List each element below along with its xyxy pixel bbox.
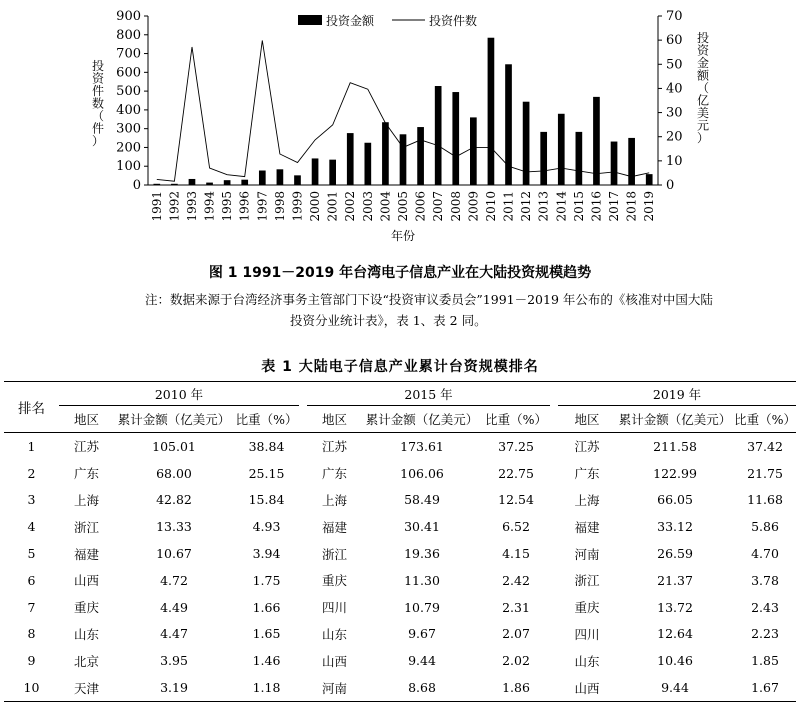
rank-cell: 5 <box>27 546 36 562</box>
table-header-row-years <box>4 382 796 406</box>
region-column-header: 地区 <box>73 412 99 427</box>
row-gap <box>550 647 558 674</box>
x-tick-label: 2016 <box>589 191 604 222</box>
share-cell: 1.67 <box>751 680 779 696</box>
table-row <box>4 433 796 460</box>
share-column-header: 比重（%） <box>235 412 298 427</box>
bar-mark <box>576 132 583 185</box>
amount-cell: 9.44 <box>661 680 689 696</box>
share-cell: 3.78 <box>751 572 779 588</box>
row-gap <box>550 513 558 540</box>
share-column-header: 比重（%） <box>485 412 547 427</box>
share-cell: 12.54 <box>498 492 534 508</box>
bar-mark <box>646 174 653 185</box>
share-cell: 1.65 <box>252 626 281 642</box>
region-cell: 四川 <box>574 626 600 642</box>
header-gap <box>550 382 558 406</box>
table-row <box>4 647 796 674</box>
left-tick-label: 800 <box>116 27 141 43</box>
row-gap <box>299 567 307 594</box>
share-cell: 4.15 <box>502 546 530 562</box>
x-tick-label: 2013 <box>536 191 551 222</box>
row-gap <box>550 594 558 621</box>
row-gap <box>550 567 558 594</box>
header-gap <box>550 406 558 433</box>
x-tick-label: 1999 <box>290 191 305 222</box>
amount-cell: 8.68 <box>408 680 436 696</box>
left-tick-label: 0 <box>132 178 141 193</box>
bar-mark <box>470 117 477 185</box>
x-tick-label: 1998 <box>272 191 287 222</box>
share-cell: 37.25 <box>498 438 534 454</box>
rank-cell: 3 <box>27 492 36 508</box>
bar-mark <box>628 138 635 185</box>
bar-mark <box>593 97 600 185</box>
share-cell: 5.86 <box>751 519 779 535</box>
figure-note-line-2: 投资分业统计表》，表 1、表 2 同。 <box>290 313 487 328</box>
region-cell: 福建 <box>322 519 348 535</box>
amount-cell: 58.49 <box>404 492 440 508</box>
region-cell: 重庆 <box>73 600 99 616</box>
amount-column-header: 累计金额（亿美元） <box>365 412 479 427</box>
region-cell: 上海 <box>322 492 348 508</box>
share-cell: 15.84 <box>248 492 285 508</box>
amount-cell: 9.44 <box>408 653 436 669</box>
rank-cell: 1 <box>27 438 36 454</box>
table-row <box>4 513 796 540</box>
bar-mark <box>523 102 530 185</box>
share-cell: 2.43 <box>751 599 779 615</box>
chart-svg <box>0 0 800 255</box>
table-row <box>4 567 796 594</box>
rank-cell: 8 <box>27 626 36 642</box>
x-tick-label: 1991 <box>149 191 164 222</box>
bar-mark <box>294 175 301 185</box>
x-tick-label: 2008 <box>448 191 463 222</box>
right-tick-label: 30 <box>666 105 683 121</box>
share-cell: 1.85 <box>751 653 779 669</box>
x-tick-label: 2014 <box>554 191 569 222</box>
right-tick-label: 10 <box>666 153 683 169</box>
right-tick-label: 50 <box>666 57 683 73</box>
region-cell: 浙江 <box>574 573 600 589</box>
share-cell: 4.70 <box>751 546 779 562</box>
bar-mark <box>277 169 284 185</box>
share-cell: 6.52 <box>502 519 530 535</box>
region-cell: 江苏 <box>574 439 600 455</box>
left-tick-label: 700 <box>116 46 141 62</box>
legend-bar-label: 投资金额 <box>326 14 375 28</box>
share-cell: 4.93 <box>252 519 281 535</box>
rank-cell: 6 <box>27 572 36 588</box>
bar-mark <box>488 38 495 185</box>
region-cell: 福建 <box>73 546 99 562</box>
amount-cell: 122.99 <box>653 465 697 481</box>
year-header: 2019 年 <box>558 382 796 406</box>
region-cell: 广东 <box>574 466 600 482</box>
bar-mark <box>558 114 565 185</box>
bar-mark <box>611 142 618 185</box>
row-gap <box>550 487 558 514</box>
amount-cell: 4.47 <box>160 626 188 642</box>
left-tick-label: 900 <box>116 9 141 24</box>
amount-cell: 30.41 <box>404 519 440 535</box>
share-cell: 2.31 <box>502 599 530 615</box>
header-gap <box>299 382 307 406</box>
x-tick-label: 1997 <box>255 191 270 222</box>
row-gap <box>550 540 558 567</box>
legend-line-label: 投资件数 <box>429 14 478 28</box>
amount-cell: 4.49 <box>160 599 188 615</box>
bar-mark <box>347 133 354 185</box>
bar-mark <box>435 86 442 185</box>
row-gap <box>299 621 307 648</box>
share-cell: 1.46 <box>252 653 281 669</box>
right-tick-label: 0 <box>666 178 675 193</box>
row-gap <box>550 460 558 487</box>
share-cell: 25.15 <box>248 465 285 481</box>
bar-mark <box>153 184 160 185</box>
share-cell: 2.07 <box>502 626 530 642</box>
rank-cell: 9 <box>27 653 36 669</box>
share-cell: 2.23 <box>751 626 779 642</box>
year-header: 2010 年 <box>59 382 299 406</box>
region-cell: 重庆 <box>322 573 348 589</box>
x-tick-label: 2009 <box>466 191 481 222</box>
table-title: 表 1 大陆电子信息产业累计台资规模排名 <box>261 359 539 375</box>
left-tick-label: 400 <box>116 102 141 118</box>
figure-note-line-1: 注：数据来源于台湾经济事务主管部门下设“投资审议委员会”1991－2019 年公布的《核准对中国大陆 <box>145 292 713 307</box>
row-gap <box>299 460 307 487</box>
x-tick-label: 2005 <box>396 191 410 222</box>
bar-mark <box>259 171 266 185</box>
table-row <box>4 487 796 514</box>
row-gap <box>299 594 307 621</box>
x-tick-label: 2006 <box>413 191 428 222</box>
bar-mark <box>364 143 371 185</box>
region-cell: 浙江 <box>73 519 99 535</box>
region-cell: 山西 <box>574 680 600 696</box>
x-axis-label: 年份 <box>390 229 416 243</box>
x-tick-label: 2003 <box>360 191 375 222</box>
x-tick-label: 2010 <box>483 191 498 222</box>
amount-column-header: 累计金额（亿美元） <box>117 412 231 427</box>
region-cell: 山西 <box>322 653 348 669</box>
bar-mark <box>540 132 547 185</box>
share-cell: 22.75 <box>498 465 534 481</box>
amount-cell: 10.46 <box>657 653 693 669</box>
row-gap <box>550 433 558 460</box>
rank-cell: 7 <box>27 599 36 615</box>
row-gap <box>299 433 307 460</box>
x-tick-label: 1995 <box>220 191 235 222</box>
region-cell: 上海 <box>574 492 600 508</box>
x-tick-label: 1994 <box>202 191 217 222</box>
region-column-header: 地区 <box>322 412 348 427</box>
year-header: 2015 年 <box>307 382 550 406</box>
share-cell: 21.75 <box>747 465 783 481</box>
amount-column-header: 累计金额（亿美元） <box>618 412 732 427</box>
share-cell: 38.84 <box>248 438 285 454</box>
table-body <box>4 433 796 702</box>
header-gap <box>299 406 307 433</box>
row-gap <box>299 647 307 674</box>
amount-cell: 11.30 <box>404 572 440 588</box>
amount-cell: 10.67 <box>156 546 192 562</box>
x-tick-label: 2001 <box>325 191 340 222</box>
x-tick-label: 2007 <box>431 191 446 222</box>
region-cell: 北京 <box>73 653 99 669</box>
amount-cell: 13.72 <box>657 599 693 615</box>
table-row <box>4 540 796 567</box>
amount-cell: 106.06 <box>400 465 444 481</box>
region-cell: 江苏 <box>322 439 348 455</box>
right-tick-label: 60 <box>666 33 683 49</box>
bar-mark <box>417 127 424 185</box>
share-cell: 1.86 <box>502 680 530 696</box>
region-cell: 天津 <box>73 680 99 696</box>
x-tick-label: 2017 <box>607 191 622 222</box>
x-tick-label: 2015 <box>571 191 586 222</box>
row-gap <box>550 621 558 648</box>
bar-mark <box>312 158 319 185</box>
x-tick-label: 2002 <box>343 191 358 222</box>
amount-cell: 10.79 <box>404 599 440 615</box>
region-cell: 上海 <box>73 492 99 508</box>
region-cell: 浙江 <box>322 546 348 562</box>
amount-cell: 19.36 <box>404 546 440 562</box>
row-gap <box>299 540 307 567</box>
share-cell: 1.18 <box>252 680 281 696</box>
share-cell: 3.94 <box>252 546 281 562</box>
amount-cell: 4.72 <box>160 572 188 588</box>
left-tick-label: 200 <box>116 140 141 156</box>
region-cell: 四川 <box>322 600 348 616</box>
left-tick-label: 100 <box>116 159 141 175</box>
left-y-axis-label: 投资件数（件） <box>91 59 105 148</box>
rank-cell: 10 <box>23 680 40 696</box>
region-cell: 山东 <box>73 626 99 642</box>
bar-mark <box>382 122 389 185</box>
table-header-row-columns <box>4 406 796 433</box>
amount-cell: 211.58 <box>653 438 697 454</box>
amount-cell: 105.01 <box>152 438 196 454</box>
share-cell: 2.42 <box>502 572 530 588</box>
x-tick-label: 1992 <box>167 191 182 222</box>
bar-mark <box>329 160 336 185</box>
right-tick-label: 40 <box>666 81 683 97</box>
investment-trend-chart <box>0 0 800 255</box>
amount-cell: 3.19 <box>160 680 188 696</box>
table-row <box>4 674 796 701</box>
legend-bar-swatch <box>298 15 322 25</box>
amount-cell: 9.67 <box>408 626 436 642</box>
bar-mark <box>241 180 248 185</box>
region-cell: 广东 <box>73 466 99 482</box>
table-row <box>4 460 796 487</box>
amount-cell: 12.64 <box>657 626 693 642</box>
left-tick-label: 300 <box>116 121 141 137</box>
row-gap <box>299 513 307 540</box>
rank-cell: 4 <box>27 519 36 535</box>
share-cell: 11.68 <box>747 492 783 508</box>
share-cell: 1.66 <box>252 599 281 615</box>
rank-cell: 2 <box>27 465 36 481</box>
share-cell: 1.75 <box>252 572 281 588</box>
amount-cell: 21.37 <box>657 572 693 588</box>
amount-cell: 173.61 <box>400 438 444 454</box>
x-tick-label: 2000 <box>308 191 323 222</box>
row-gap <box>299 674 307 701</box>
region-cell: 河南 <box>574 546 600 562</box>
table-row <box>4 594 796 621</box>
region-cell: 江苏 <box>73 439 99 455</box>
region-cell: 重庆 <box>574 600 600 616</box>
region-cell: 山西 <box>73 573 99 589</box>
region-cell: 山东 <box>322 626 348 642</box>
left-tick-label: 600 <box>116 65 141 81</box>
amount-cell: 26.59 <box>657 546 693 562</box>
ranking-table <box>4 381 796 702</box>
table-row <box>4 621 796 648</box>
right-y-axis-label: 投资金额（亿美元） <box>696 31 710 145</box>
region-column-header: 地区 <box>574 412 600 427</box>
x-tick-label: 1993 <box>184 191 199 222</box>
bar-mark <box>189 179 196 185</box>
region-cell: 广东 <box>322 466 348 482</box>
amount-cell: 66.05 <box>657 492 693 508</box>
row-gap <box>299 487 307 514</box>
share-cell: 37.42 <box>747 438 783 454</box>
share-column-header: 比重（%） <box>734 412 796 427</box>
x-tick-label: 2019 <box>642 191 657 222</box>
share-cell: 2.02 <box>502 653 530 669</box>
x-tick-label: 2012 <box>519 191 534 222</box>
bar-mark <box>224 180 231 185</box>
amount-cell: 3.95 <box>160 653 188 669</box>
region-cell: 山东 <box>574 653 600 669</box>
region-cell: 福建 <box>574 519 600 535</box>
left-tick-label: 500 <box>116 84 141 100</box>
right-tick-label: 70 <box>666 9 683 24</box>
region-cell: 河南 <box>322 680 348 696</box>
x-tick-label: 2018 <box>624 191 639 222</box>
figure-caption: 图 1 1991－2019 年台湾电子信息产业在大陆投资规模趋势 <box>208 265 592 281</box>
x-tick-label: 2011 <box>501 191 516 222</box>
amount-cell: 13.33 <box>156 519 192 535</box>
bar-mark <box>400 134 407 185</box>
bar-mark <box>452 92 459 185</box>
bar-mark <box>171 184 178 185</box>
x-tick-label: 1996 <box>237 190 252 222</box>
amount-cell: 68.00 <box>156 465 192 481</box>
rank-header: 排名 <box>18 401 45 417</box>
row-gap <box>550 674 558 701</box>
amount-cell: 33.12 <box>657 519 693 535</box>
bar-mark <box>206 183 213 185</box>
amount-cell: 42.82 <box>156 492 192 508</box>
right-tick-label: 20 <box>666 129 683 145</box>
x-tick-label: 2004 <box>378 191 393 222</box>
